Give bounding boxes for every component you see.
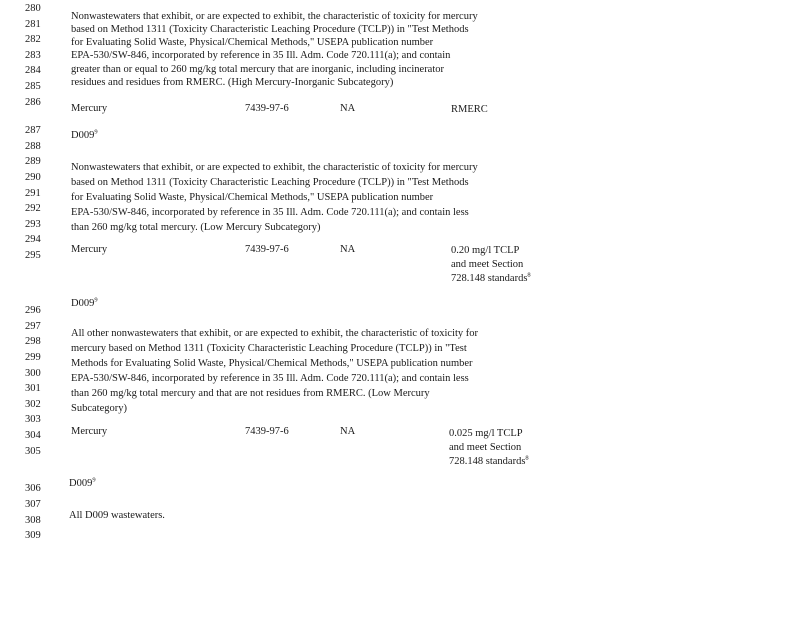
paragraph-line: for Evaluating Solid Waste, Physical/Chemical Methods," USEPA publication number [71,37,434,48]
line-number: 302 [25,399,41,410]
paragraph-line: Nonwastewaters that exhibit, or are expected to exhibit, the characteristic of toxicity for mercury [71,162,478,173]
nonwastewater-standard: RMERC [451,104,488,115]
nonwastewater-standard: and meet Section [451,259,524,270]
constituent-name: Mercury [71,103,108,114]
line-number: 287 [25,125,41,136]
line-number: 293 [25,219,41,230]
line-number: 306 [25,483,41,494]
line-number: 281 [25,19,41,30]
line-number: 284 [25,65,41,76]
line-number: 296 [25,305,41,316]
line-number: 304 [25,430,41,441]
constituent-name: Mercury [71,244,108,255]
line-number: 283 [25,50,41,61]
paragraph-line: than 260 mg/kg total mercury and that are not residues from RMERC. (Low Mercury [71,388,430,399]
line-number: 295 [25,250,41,261]
nonwastewater-standard: 728.148 standards$^8$ [449,454,529,467]
wastewater-standard: NA [340,103,356,114]
paragraph-line: EPA-530/SW-846, incorporated by reference in 35 Ill. Adm. Code 720.111(a); and contain [71,50,451,61]
line-number: 307 [25,499,41,510]
paragraph-line: based on Method 1311 (Toxicity Characteristic Leaching Procedure (TCLP)) in "Test Methods [71,177,469,188]
waste-code: $D009^9$ [71,128,98,141]
paragraph-line: EPA-530/SW-846, incorporated by reference in 35 Ill. Adm. Code 720.111(a); and contain less [71,207,469,218]
nonwastewater-standard: 0.20 mg/l TCLP [451,245,520,256]
line-number: 286 [25,97,41,108]
line-number: 308 [25,515,41,526]
line-number: 301 [25,383,41,394]
wastewater-standard: NA [340,426,356,437]
line-number: 285 [25,81,41,92]
paragraph-line: residues and residues from RMERC. (High Mercury-Inorganic Subcategory) [71,77,394,88]
line-number: 294 [25,234,41,245]
final-line: All D009 wastewaters. [69,510,165,521]
line-number: 292 [25,203,41,214]
paragraph-line: Nonwastewaters that exhibit, or are expected to exhibit, the characteristic of toxicity for mercury [71,11,478,22]
line-number: 288 [25,141,41,152]
nonwastewater-standard: and meet Section [449,442,522,453]
line-number: 290 [25,172,41,183]
line-number: 289 [25,156,41,167]
line-number: 297 [25,321,41,332]
constituent-name: Mercury [71,426,108,437]
paragraph-line: mercury based on Method 1311 (Toxicity Characteristic Leaching Procedure (TCLP)) in "Test [71,343,467,354]
waste-code: $D009^9$ [71,296,98,309]
waste-code: $D009^9$ [69,476,96,489]
paragraph-line: for Evaluating Solid Waste, Physical/Chemical Methods," USEPA publication number [71,192,434,203]
line-number: 298 [25,336,41,347]
nonwastewater-standard: 0.025 mg/l TCLP [449,428,523,439]
wastewater-standard: NA [340,244,356,255]
line-number: 291 [25,188,41,199]
line-number: 305 [25,446,41,457]
line-number: 280 [25,3,41,14]
line-number: 309 [25,530,41,541]
line-number: 300 [25,368,41,379]
paragraph-line: EPA-530/SW-846, incorporated by reference in 35 Ill. Adm. Code 720.111(a); and contain less [71,373,469,384]
line-number: 303 [25,414,41,425]
paragraph-line: than 260 mg/kg total mercury. (Low Mercury Subcategory) [71,222,321,233]
cas-number: 7439-97-6 [245,103,289,114]
paragraph-line: All other nonwastewaters that exhibit, or are expected to exhibit, the characteristic of toxicity for [71,328,479,339]
nonwastewater-standard: 728.148 standards$^8$ [451,271,531,284]
paragraph-line: Methods for Evaluating Solid Waste, Physical/Chemical Methods," USEPA publication number [71,358,473,369]
paragraph-line: based on Method 1311 (Toxicity Characteristic Leaching Procedure (TCLP)) in "Test Methods [71,24,469,35]
paragraph-line: Subcategory) [71,403,127,414]
paragraph-line: greater than or equal to 260 mg/kg total mercury that are inorganic, including incinerator [71,64,445,75]
cas-number: 7439-97-6 [245,244,289,255]
cas-number: 7439-97-6 [245,426,289,437]
line-number: 299 [25,352,41,363]
line-number: 282 [25,34,41,45]
